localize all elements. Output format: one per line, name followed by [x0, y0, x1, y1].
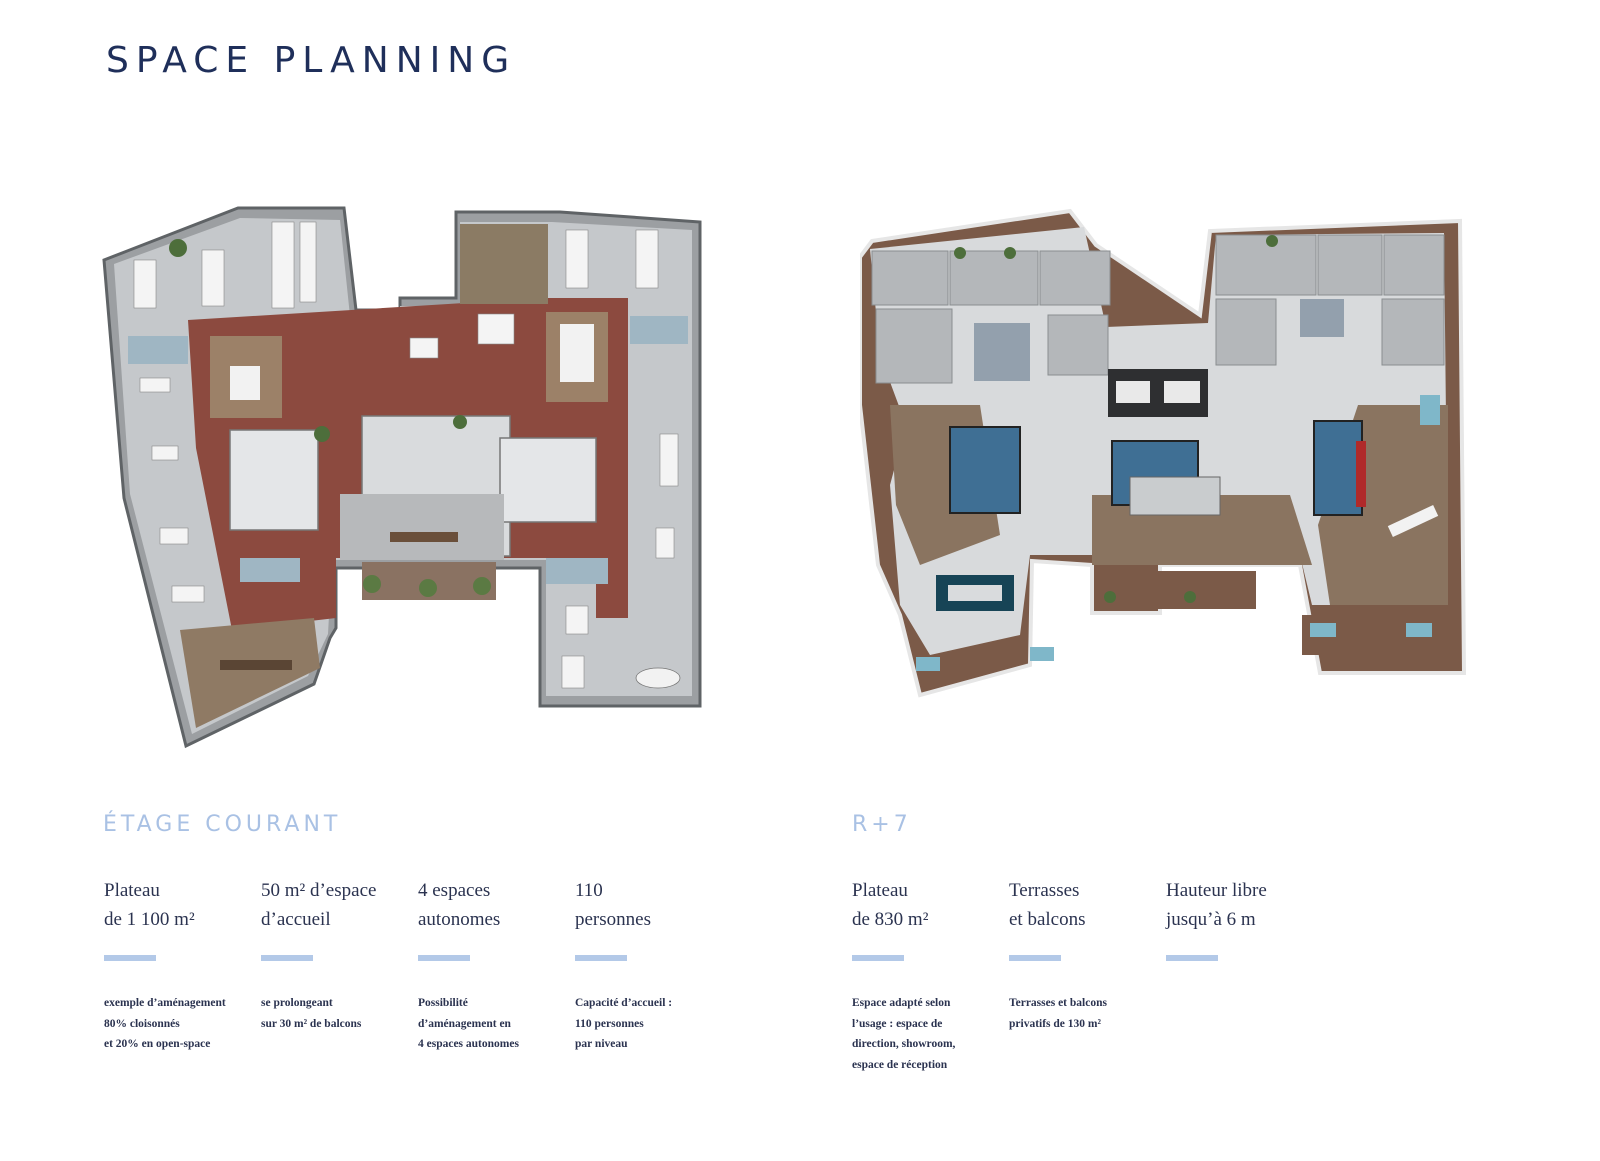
feature-title-line: autonomes — [418, 909, 501, 930]
feature-desc-line: privatifs de 130 m² — [1009, 1017, 1101, 1030]
feature-accent-bar — [1166, 955, 1218, 961]
feature-personnes — [575, 876, 733, 1050]
feature-desc-line: 110 personnes — [575, 1017, 644, 1030]
feature-accent-bar — [104, 955, 156, 961]
feature-title-line: jusqu’à 6 m — [1166, 909, 1256, 930]
feature-title-line: 110 — [575, 880, 603, 901]
feature-accent-bar — [852, 955, 904, 961]
feature-desc-line: Possibilité — [418, 997, 468, 1009]
feature-desc-line: l’usage : espace de — [852, 1017, 943, 1030]
feature-title-line: et balcons — [1009, 909, 1086, 930]
feature-description — [104, 993, 264, 1055]
feature-title-line: personnes — [575, 909, 651, 930]
floor-plan-r7 — [860, 205, 1500, 725]
feature-desc-line: se prolongeant — [261, 997, 333, 1009]
feature-desc-line: Espace adapté selon — [852, 997, 951, 1009]
feature-title — [575, 876, 733, 934]
feature-title-line: de 830 m² — [852, 909, 929, 930]
feature-plateau — [104, 876, 262, 1050]
feature-title-line: 4 espaces — [418, 880, 491, 901]
feature-title-line: Plateau — [104, 880, 160, 901]
feature-title — [852, 876, 1010, 934]
feature-accent-bar — [1009, 955, 1061, 961]
feature-description — [575, 993, 735, 1055]
feature-title-line: Terrasses — [1009, 880, 1080, 901]
feature-accent-bar — [261, 955, 313, 961]
feature-desc-line: espace de réception — [852, 1058, 948, 1071]
feature-hauteur-libre — [1166, 876, 1324, 934]
feature-description — [261, 993, 421, 1034]
feature-description — [1009, 993, 1169, 1034]
feature-desc-line: Terrasses et balcons — [1009, 997, 1107, 1009]
feature-description — [418, 993, 578, 1055]
feature-title-line: Plateau — [852, 880, 908, 901]
floor-plan-etage-courant — [100, 198, 720, 758]
feature-description — [852, 993, 1012, 1075]
feature-desc-line: direction, showroom, — [852, 1038, 956, 1050]
feature-desc-line: Capacité d’accueil : — [575, 997, 673, 1009]
feature-title — [1009, 876, 1167, 934]
feature-desc-line: 80% cloisonnés — [104, 1017, 180, 1030]
feature-title-line: Hauteur libre — [1166, 880, 1267, 901]
feature-plateau-r7 — [852, 876, 1010, 1071]
feature-title — [104, 876, 262, 934]
feature-desc-line: d’aménagement en — [418, 1017, 511, 1030]
feature-accent-bar — [418, 955, 470, 961]
feature-accent-bar — [575, 955, 627, 961]
feature-title — [261, 876, 419, 934]
page-title: SPACE PLANNING — [106, 40, 517, 81]
feature-espace-accueil — [261, 876, 419, 1030]
feature-title — [418, 876, 576, 934]
feature-desc-line: exemple d’aménagement — [104, 997, 226, 1009]
feature-title-line: 50 m² d’espace — [261, 880, 377, 901]
feature-title-line: d’accueil — [261, 909, 331, 930]
feature-terrasses — [1009, 876, 1167, 1030]
feature-title-line: de 1 100 m² — [104, 909, 195, 930]
feature-desc-line: sur 30 m² de balcons — [261, 1017, 362, 1030]
feature-title — [1166, 876, 1324, 934]
section-heading-etage-courant: ÉTAGE COURANT — [103, 812, 342, 837]
feature-espaces-autonomes — [418, 876, 576, 1050]
feature-desc-line: par niveau — [575, 1038, 628, 1050]
feature-desc-line: 4 espaces autonomes — [418, 1038, 519, 1050]
section-heading-r7: R+7 — [852, 812, 912, 837]
feature-desc-line: et 20% en open-space — [104, 1038, 211, 1050]
